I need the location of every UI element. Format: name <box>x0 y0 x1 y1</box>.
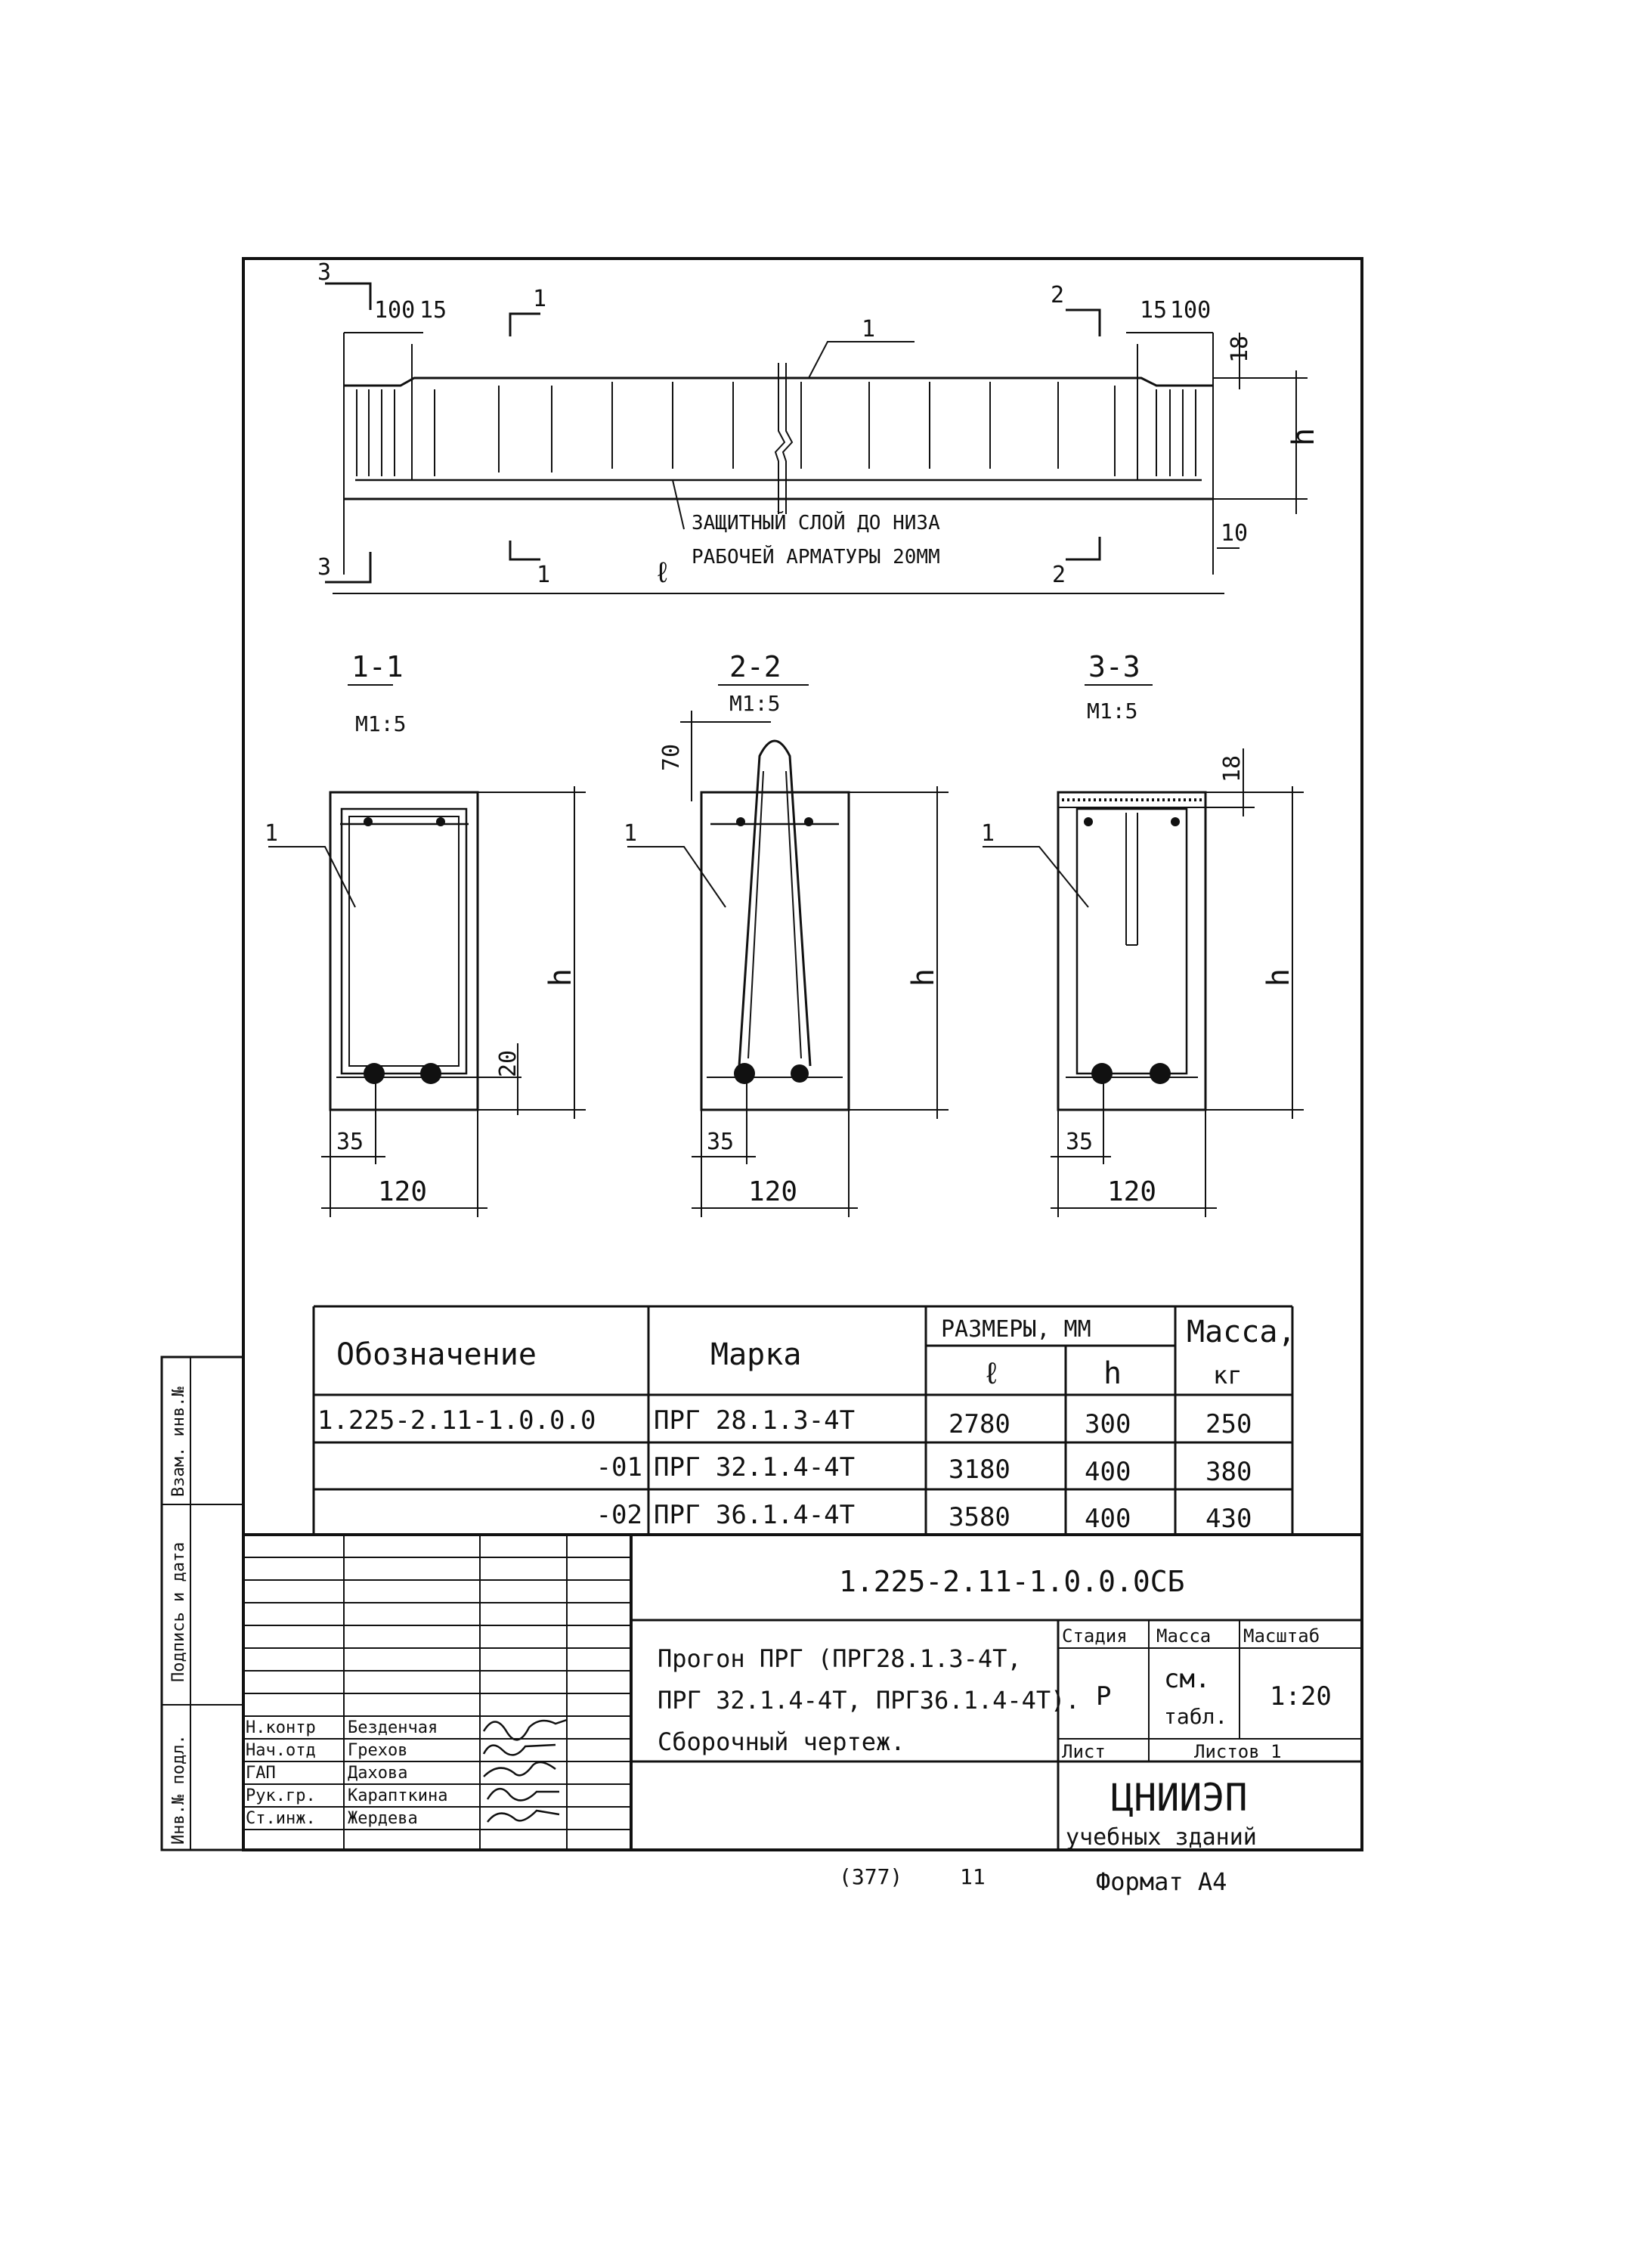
sign-name-2: Грехов <box>348 1741 408 1760</box>
section-3-3-top: 18 <box>1219 754 1246 782</box>
sheets-label: Листов 1 <box>1194 1741 1282 1762</box>
title-block <box>243 1535 1362 1851</box>
stamp-sign-date: Подпись и дата <box>169 1541 188 1682</box>
cut-mark-2-bottom: 2 <box>1052 562 1066 588</box>
mass-label: Масса <box>1156 1625 1212 1647</box>
section-2-2 <box>624 650 949 1217</box>
copy-number: (377) <box>839 1864 903 1889</box>
title-line-3: Сборочный чертеж. <box>658 1727 905 1756</box>
section-2-2-pos: 1 <box>624 820 638 847</box>
sign-role-1: Н.контр <box>246 1718 316 1737</box>
section-1-1-width: 120 <box>378 1176 428 1207</box>
row-1-mass: 250 <box>1205 1409 1252 1439</box>
sheet-label: Лист <box>1062 1741 1106 1762</box>
format-label: Формат А4 <box>1096 1867 1227 1896</box>
section-3-3-width: 120 <box>1107 1176 1157 1207</box>
section-2-2-height: h <box>906 968 941 987</box>
section-2-2-offset: 35 <box>707 1129 735 1155</box>
sign-role-2: Нач.отд <box>246 1741 316 1760</box>
section-1-1-cover: 20 <box>495 1049 521 1077</box>
section-1-1-pos: 1 <box>265 820 279 847</box>
section-2-2-title: 2-2 <box>729 650 781 683</box>
row-3-designation: -02 <box>596 1500 642 1530</box>
sign-name-4: Карапткина <box>348 1786 448 1805</box>
sign-role-5: Ст.инж. <box>246 1809 316 1828</box>
section-1-1-height: h <box>543 968 578 987</box>
dim-right-step: 15 <box>1140 297 1168 324</box>
section-1-1-offset: 35 <box>336 1129 364 1155</box>
section-1-1 <box>265 650 586 1217</box>
sheet-mark: 11 <box>960 1864 986 1889</box>
row-3-height: 400 <box>1085 1504 1131 1534</box>
header-mass: Масса, <box>1187 1315 1296 1349</box>
stage-value: Р <box>1096 1681 1112 1712</box>
section-2-2-loop: 70 <box>658 743 685 771</box>
header-height: h <box>1103 1356 1122 1391</box>
sign-role-3: ГАП <box>246 1764 276 1783</box>
header-dimensions: РАЗМЕРЫ, ММ <box>941 1316 1091 1343</box>
elevation-length-label: ℓ <box>654 556 671 589</box>
row-2-designation: -01 <box>596 1452 642 1483</box>
stage-label: Стадия <box>1062 1625 1128 1647</box>
dim-bottom-cover: 10 <box>1221 520 1249 547</box>
stamp-inv-replace: Взам. инв.№ <box>169 1387 188 1497</box>
row-3-mass: 430 <box>1205 1504 1252 1534</box>
spec-table <box>314 1306 1296 1535</box>
org-name: ЦНИИЭП <box>1111 1776 1248 1820</box>
scale-label: Масштаб <box>1243 1625 1320 1647</box>
header-mass-unit: кг <box>1213 1361 1243 1390</box>
cut-mark-3-bottom: 3 <box>317 554 332 581</box>
row-2-mass: 380 <box>1205 1457 1252 1487</box>
cut-mark-2-top: 2 <box>1051 282 1065 308</box>
section-2-2-width: 120 <box>748 1176 798 1207</box>
section-3-3-height: h <box>1261 968 1296 987</box>
header-mark: Марка <box>710 1337 802 1372</box>
org-subtitle: учебных зданий <box>1066 1824 1257 1851</box>
dim-left-step: 15 <box>419 297 447 324</box>
sign-name-5: Жердева <box>348 1809 418 1828</box>
row-3-mark: ПРГ 36.1.4-4Т <box>654 1500 856 1530</box>
section-3-3-scale: М1:5 <box>1087 699 1138 723</box>
stamp-inv-original: Инв.№ подл. <box>169 1734 188 1845</box>
section-1-1-title: 1-1 <box>351 650 404 683</box>
section-3-3-pos: 1 <box>981 820 995 847</box>
protective-layer-note-2: РАБОЧЕЙ АРМАТУРЫ 20ММ <box>692 546 940 569</box>
dim-right-end: 100 <box>1170 297 1212 324</box>
dim-top-cover: 18 <box>1227 335 1253 363</box>
cut-mark-3-top: 3 <box>317 259 332 286</box>
side-stamp <box>169 1387 188 1845</box>
protective-layer-note-1: ЗАЩИТНЫЙ СЛОЙ ДО НИЗА <box>692 512 940 534</box>
section-3-3 <box>981 650 1304 1217</box>
section-3-3-title: 3-3 <box>1088 650 1140 683</box>
dim-left-end: 100 <box>374 297 416 324</box>
sign-name-1: Безденчая <box>348 1718 438 1737</box>
mass-value-1: см. <box>1164 1664 1211 1694</box>
title-line-2: ПРГ 32.1.4-4Т, ПРГ36.1.4-4Т). <box>658 1686 1080 1715</box>
row-1-designation: 1.225-2.11-1.0.0.0 <box>317 1405 596 1436</box>
row-3-length: 3580 <box>949 1502 1010 1532</box>
section-1-1-scale: М1:5 <box>355 711 407 736</box>
row-2-height: 400 <box>1085 1457 1131 1487</box>
sign-role-4: Рук.гр. <box>246 1786 316 1805</box>
footer <box>839 1864 1227 1896</box>
header-length: ℓ <box>983 1356 1001 1391</box>
document-code: 1.225-2.11-1.0.0.0СБ <box>839 1565 1185 1598</box>
row-1-length: 2780 <box>949 1409 1010 1439</box>
elevation-position-label: 1 <box>862 316 876 342</box>
row-1-mark: ПРГ 28.1.3-4Т <box>654 1405 856 1436</box>
section-2-2-scale: М1:5 <box>729 691 781 716</box>
sign-name-3: Дахова <box>348 1764 408 1783</box>
cut-mark-1-bottom: 1 <box>537 562 551 588</box>
row-2-length: 3180 <box>949 1455 1010 1485</box>
cut-mark-1-top: 1 <box>533 286 547 312</box>
row-1-height: 300 <box>1085 1409 1131 1439</box>
header-designation: Обозначение <box>336 1337 537 1372</box>
mass-value-2: табл. <box>1164 1704 1228 1729</box>
row-2-mark: ПРГ 32.1.4-4Т <box>654 1452 856 1483</box>
title-line-1: Прогон ПРГ (ПРГ28.1.3-4Т, <box>658 1644 1022 1673</box>
section-3-3-offset: 35 <box>1066 1129 1094 1155</box>
elevation-height-label: h <box>1286 427 1321 446</box>
scale-value: 1:20 <box>1270 1681 1332 1712</box>
